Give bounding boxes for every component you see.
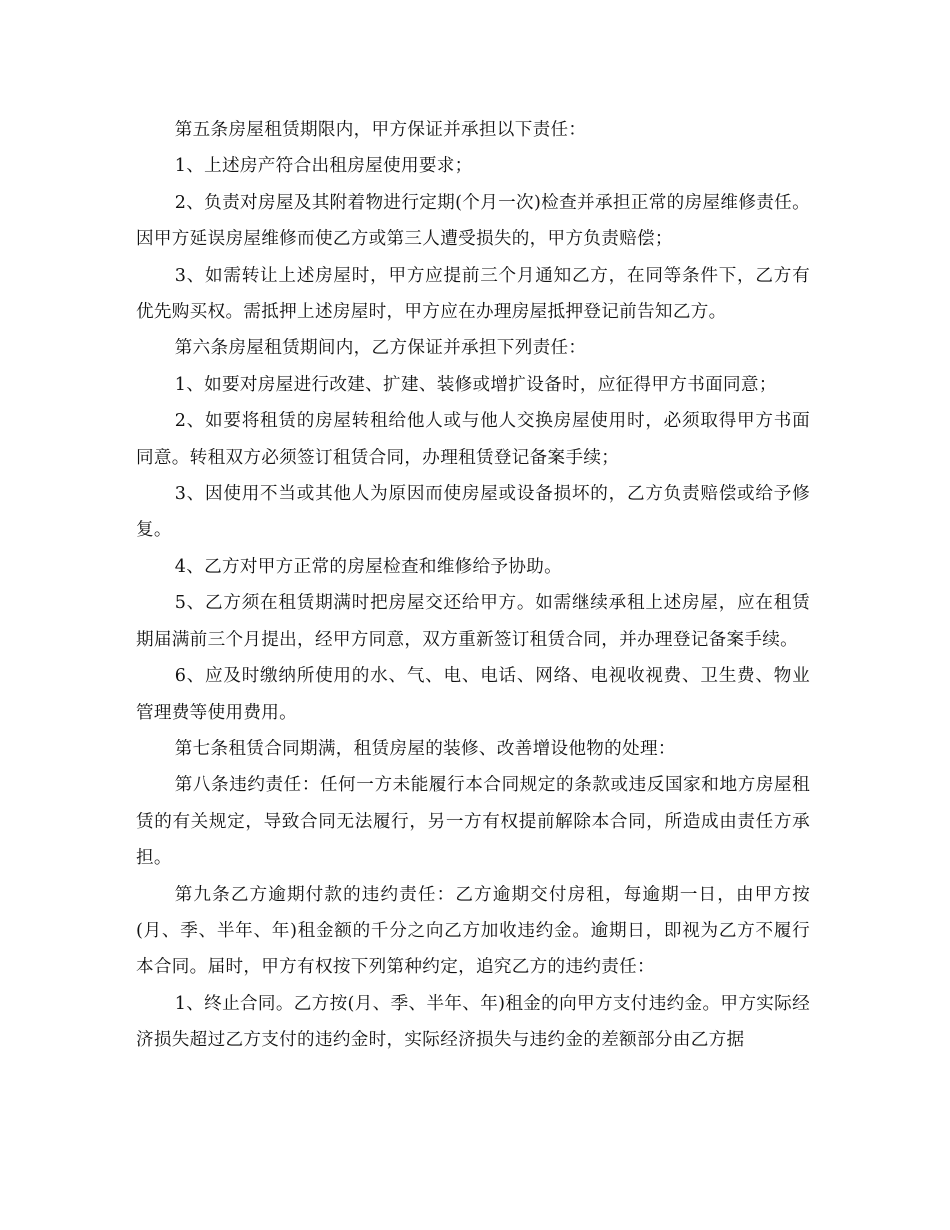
article-6-item-3: 3、因使用不当或其他人为原因而使房屋或设备损坏的，乙方负责赔偿或给予修复。 — [136, 484, 810, 541]
article-5-item-1: 1、上述房产符合出租房屋使用要求； — [174, 156, 473, 177]
article-6-item-4: 4、乙方对甲方正常的房屋检查和维修给予协助。 — [174, 556, 562, 577]
article-6-item-1: 1、如要对房屋进行改建、扩建、装修或增扩设备时，应征得甲方书面同意； — [174, 374, 777, 395]
article-5-heading: 第五条房屋租赁期限内，甲方保证并承担以下责任： — [174, 120, 587, 140]
article-5-item-3: 3、如需转让上述房屋时，甲方应提前三个月通知乙方，在同等条件下，乙方有优先购买权。需抵押上述房屋时，甲方应在办理房屋抵押登记前告知乙方。 — [136, 265, 810, 323]
article-8: 第八条违约责任：任何一方未能履行本合同规定的条款或违反国家和地方房屋租赁的有关规定，导致合同无法履行，另一方有权提前解除本合同，所造成由责任方承担。 — [136, 775, 810, 869]
article-6-heading: 第六条房屋租赁期间内，乙方保证并承担下列责任： — [174, 338, 587, 359]
article-7: 第七条租赁合同期满，租赁房屋的装修、改善增设他物的处理： — [174, 738, 676, 759]
document-body — [136, 112, 810, 1059]
article-5-item-2: 2、负责对房屋及其附着物进行定期(个月一次)检查并承担正常的房屋维修责任。因甲方延误房屋维修而使乙方或第三人遭受损失的，甲方负责赔偿； — [136, 192, 810, 250]
article-6-item-6: 6、应及时缴纳所使用的水、气、电、电话、网络、电视收视费、卫生费、物业管理费等使用费用。 — [136, 666, 810, 723]
article-6-item-2: 2、如要将租赁的房屋转租给他人或与他人交换房屋使用时，必须取得甲方书面同意。转租双方必须签订租赁合同，办理租赁登记备案手续； — [136, 411, 810, 468]
article-6-item-5: 5、乙方须在租赁期满时把房屋交还给甲方。如需继续承租上述房屋，应在租赁期届满前三个月提出，经甲方同意，双方重新签订租赁合同，并办理登记备案手续。 — [136, 593, 810, 650]
article-9: 第九条乙方逾期付款的违约责任：乙方逾期交付房租，每逾期一日，由甲方按(月、季、半年、年)租金额的千分之向乙方加收违约金。逾期日，即视为乙方不履行本合同。届时，甲方有权按下列第种约定，追究乙方的违约责任： — [136, 884, 810, 978]
article-9-item-1: 1、终止合同。乙方按(月、季、半年、年)租金的向甲方支付违约金。甲方实际经济损失超过乙方支付的违约金时，实际经济损失与违约金的差额部分由乙方据 — [136, 993, 810, 1051]
